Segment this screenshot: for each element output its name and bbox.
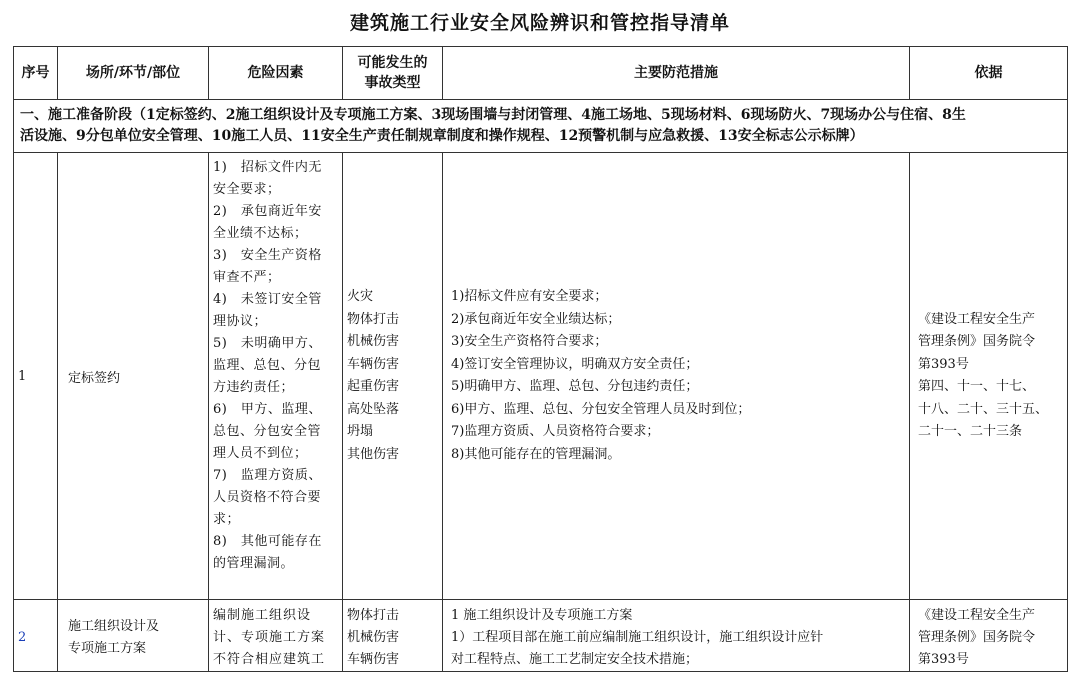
hazard-line: 计、专项施工方案: [213, 630, 326, 645]
row2-basis: [910, 600, 1068, 672]
place-line: 施工组织设计及: [68, 619, 160, 634]
hazard-line: 方违约责任；: [213, 380, 295, 395]
header-accident-type: [343, 47, 443, 100]
row1-hazards: [209, 153, 343, 600]
measure-line: 8)其他可能存在的管理漏洞。: [451, 446, 621, 462]
stage-line2: 活设施、9分包单位安全管理、10施工人员、11安全生产责任制规章制度和操作规程、12预警机制与应急救援、13安全标志公示标牌）: [20, 128, 864, 144]
measure-line: 7)监理方资质、人员资格符合要求；: [451, 424, 660, 439]
table-row: [14, 153, 1068, 600]
accident-type: 坍塌: [347, 424, 374, 439]
stage-row: [14, 100, 1068, 153]
row1-basis: [910, 153, 1068, 600]
basis-line: 管理条例》国务院令: [918, 334, 1036, 349]
row2-seq[interactable]: 2: [14, 600, 58, 672]
measure-line: 2)承包商近年安全业绩达标；: [451, 311, 621, 327]
hazard-line: 1) 招标文件内无: [213, 160, 322, 175]
hazard-line: 8) 其他可能存在: [213, 534, 322, 549]
header-seq: 序号: [14, 47, 58, 100]
measure-line: 6)甲方、监理、总包、分包安全管理人员及时到位；: [451, 401, 751, 417]
header-hazard: 危险因素: [209, 47, 343, 100]
hazard-line: 2) 承包商近年安: [213, 204, 322, 219]
hazard-line: 安全要求；: [213, 182, 281, 197]
row1-accident-types: [343, 153, 443, 600]
hazard-line: 全业绩不达标；: [213, 226, 308, 241]
hazard-line: 3) 安全生产资格: [213, 248, 322, 263]
row1-seq: 1: [14, 153, 58, 600]
stage-line1: 一、施工准备阶段（1定标签约、2施工组织设计及专项施工方案、3现场围墙与封闭管理、4施工场地、5现场材料、6现场防火、7现场办公与住宿、8生: [20, 107, 966, 123]
basis-line: 《建设工程安全生产: [918, 311, 1036, 327]
header-accident-line2: 事故类型: [364, 75, 421, 91]
basis-line: 第393号: [918, 356, 969, 372]
row2-measures: [443, 600, 910, 672]
header-basis: 依据: [910, 47, 1068, 100]
place-line: 专项施工方案: [68, 641, 147, 656]
row2-place: [58, 600, 209, 672]
hazard-line: 4) 未签订安全管: [213, 292, 322, 307]
basis-line: 《建设工程安全生产: [918, 608, 1036, 623]
measure-line: 5)明确甲方、监理、总包、分包违约责任；: [451, 379, 699, 394]
stage-cell: [14, 100, 1068, 153]
hazard-line: 求；: [213, 512, 241, 527]
header-place: 场所/环节/部位: [58, 47, 209, 100]
accident-type: 机械伤害: [347, 630, 400, 645]
measure-line: 4)签订安全管理协议，明确双方安全责任；: [451, 356, 699, 372]
accident-type: 高处坠落: [347, 401, 400, 417]
row2-accident-types: [343, 600, 443, 672]
hazard-line: 监理、总包、分包: [213, 358, 322, 373]
header-accident-line1: 可能发生的: [357, 55, 428, 71]
measure-line: 1）工程项目部在施工前应编制施工组织设计，施工组织设计应针: [451, 630, 824, 645]
hazard-line: 不符合相应建筑工: [213, 652, 326, 667]
row1-measures: [443, 153, 910, 600]
basis-line: 管理条例》国务院令: [918, 630, 1036, 645]
accident-type: 机械伤害: [347, 334, 400, 349]
hazard-line: 5) 未明确甲方、: [213, 336, 322, 351]
hazard-line: 总包、分包安全管: [213, 424, 322, 439]
accident-type: 物体打击: [347, 311, 400, 327]
hazard-line: 编制施工组织设: [213, 608, 312, 623]
accident-type: 车辆伤害: [347, 356, 400, 372]
hazard-line: 审查不严；: [213, 270, 281, 285]
risk-list-table: [13, 46, 1068, 672]
measure-line: 1)招标文件应有安全要求；: [451, 289, 608, 304]
row1-place: 定标签约: [58, 153, 209, 600]
hazard-line: 6) 甲方、监理、: [213, 402, 322, 417]
row2-hazards: [209, 600, 343, 672]
basis-line: 第四、十一、十七、: [918, 379, 1036, 394]
document-title: 建筑施工行业安全风险辨识和管控指导清单: [349, 12, 730, 34]
basis-line: 第393号: [918, 652, 969, 667]
accident-type: 车辆伤害: [347, 652, 400, 667]
measure-line: 3)安全生产资格符合要求；: [451, 334, 608, 349]
header-measures: 主要防范措施: [443, 47, 910, 100]
accident-type: 起重伤害: [347, 379, 400, 394]
table-row: [14, 600, 1068, 672]
accident-type: 其他伤害: [347, 446, 400, 462]
hazard-line: 理协议；: [213, 314, 268, 329]
hazard-line: 理人员不到位；: [213, 446, 308, 461]
hazard-line: 的管理漏洞。: [213, 556, 295, 571]
basis-line: 十八、二十、三十五、: [918, 401, 1049, 417]
header-row: [14, 47, 1068, 100]
measure-line: 1 施工组织设计及专项施工方案: [451, 608, 633, 623]
hazard-line: 7) 监理方资质、: [213, 468, 322, 483]
accident-type: 火灾: [347, 289, 374, 304]
hazard-line: 人员资格不符合要: [213, 490, 322, 505]
basis-line: 二十一、二十三条: [918, 424, 1023, 439]
accident-type: 物体打击: [347, 608, 400, 623]
measure-line: 对工程特点、施工工艺制定安全技术措施；: [451, 652, 699, 667]
